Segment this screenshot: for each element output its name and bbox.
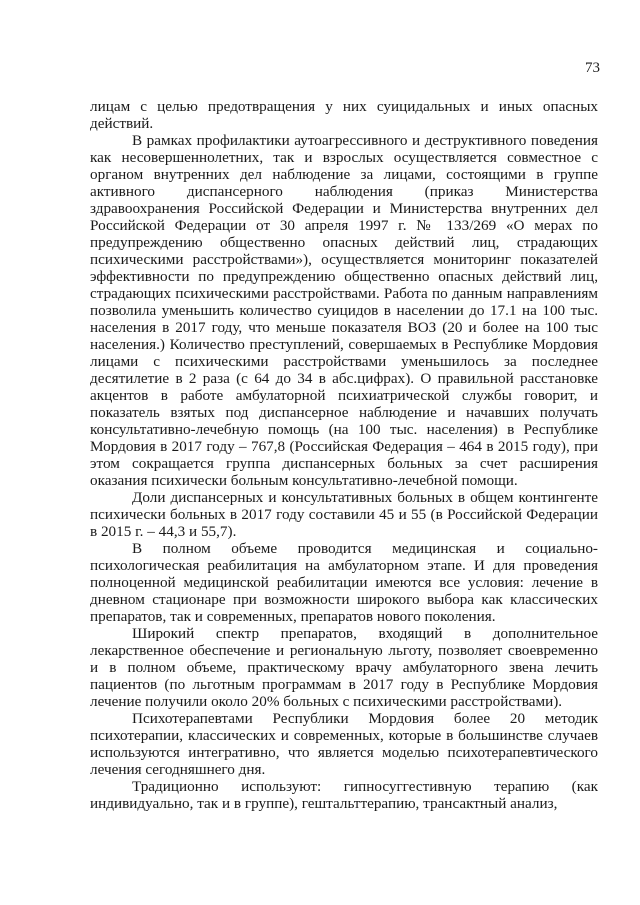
page-body [90,98,598,812]
paragraph-rehabilitation: В полном объеме проводится медицинская и социально-психологическая реабилитация на амбулаторном этапе. И для проведения полноценной медицинской реабилитации имеются все условия: лечение в дневном стационаре при возможности широкого выбора как классических препаратов, так и современных, препаратов нового поколения. [90,540,598,625]
paragraph-psychotherapy-methods: Психотерапевтами Республики Мордовия более 20 методик психотерапии, классических и современных, которые в большинстве случаев используются интегративно, что является моделью психотерапевтического лечения сегодняшнего дня. [90,710,598,778]
paragraph-continuation: лицам с целью предотвращения у них суицидальных и иных опасных действий. [90,98,598,132]
paragraph-medications: Широкий спектр препаратов, входящий в дополнительное лекарственное обеспечение и региональную льготу, позволяет своевременно и в полном объеме, практическому врачу амбулаторного звена лечить пациентов (по льготным программам в 2017 году в Республике Мордовия лечение получили около 20% больных с психическими расстройствами). [90,625,598,710]
paragraph-prevention-monitoring: В рамках профилактики аутоагрессивного и деструктивного поведения как несовершеннолетних, так и взрослых осуществляется совместное с органом внутренних дел наблюдение за лицами, состоящими в группе активного диспансерного наблюдения (приказ Министерства здравоохранения Российской Федерации и Министерства внутренних дел Российской Федерации от 30 апреля 1997 г. № 133/269 «О мерах по предупреждению общественно опасных действий лиц, страдающих психическими расстройствами»), осуществляется мониторинг показателей эффективности по предупреждению общественно опасных действий лиц, страдающих психическими расстройствами. Работа по данным направлениям позволила уменьшить количество суицидов в населении до 17.1 на 100 тыс. населения в 2017 году, что меньше показателя ВОЗ (20 и более на 100 тыс населения.) Количество преступлений, совершаемых в Республике Мордовия лицами с психическими расстройствами уменьшилось за последнее десятилетие в 2 раза (с 64 до 34 в абс.цифрах). О правильной расстановке акцентов в работе амбулаторной психиатрической службы говорит, и показатель взятых под диспансерное наблюдение и начавших получать консультативно-лечебную помощь (на 100 тыс. населения) в Республике Мордовия в 2017 году – 767,8 (Российская Федерация – 464 в 2015 году), при этом сокращается группа диспансерных больных за счет расширения оказания психически больным консультативно-лечебной помощи. [90,132,598,489]
paragraph-patient-shares: Доли диспансерных и консультативных больных в общем контингенте психически больных в 2017 году составили 45 и 55 (в Российской Федерации в 2015 г. – 44,3 и 55,7). [90,489,598,540]
page-number: 73 [585,60,600,76]
paragraph-traditional-therapies: Традиционно используют: гипносуггестивную терапию (как индивидуально, так и в группе), гештальттерапию, трансактный анализ, [90,778,598,812]
